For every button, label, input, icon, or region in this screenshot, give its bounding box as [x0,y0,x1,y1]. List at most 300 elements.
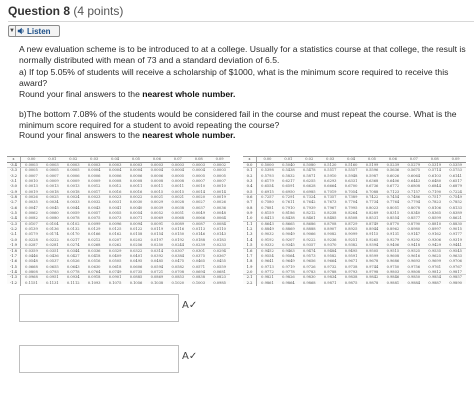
probability-cell: 0.0041 [108,205,122,210]
z-value-cell: 0.6 [243,195,257,200]
z-value-cell: 0.2 [243,174,257,179]
probability-cell: 0.0003 [150,163,164,167]
probability-cell: 0.0139 [25,227,38,232]
probability-cell: 0.9015 [449,227,462,232]
probability-cell: 0.9881 [386,280,400,285]
probability-cell: 0.0015 [171,189,185,194]
probability-cell: 0.0009 [66,179,80,184]
probability-cell: 0.5517 [323,168,337,173]
probability-cell: 0.6480 [428,179,441,184]
probability-cell: 0.0008 [108,179,122,184]
probability-cell: 0.0418 [87,253,101,258]
z-value-cell: 2.0 [243,270,257,274]
probability-cell: 0.0057 [87,211,101,216]
probability-cell: 0.0064 [213,216,226,221]
probability-cell: 0.0016 [129,189,143,194]
probability-cell: 0.8365 [428,211,441,216]
probability-cell: 0.6443 [407,179,421,184]
probability-cell: 0.9162 [428,232,441,237]
probability-cell: 0.0256 [129,243,143,248]
probability-cell: 0.7967 [323,205,337,210]
z-table-header-cell: 0.01 [284,157,293,161]
probability-cell: 0.0099 [87,221,101,226]
probability-cell: 0.0005 [171,173,185,178]
probability-cell: 0.6591 [282,184,295,189]
probability-cell: 0.0005 [25,168,38,173]
probability-cell: 0.0045 [46,205,59,210]
part-b-instruction-text: Round your final answers to the [19,130,140,140]
probability-cell: 0.0202 [129,237,143,242]
probability-cell: 0.7642 [302,200,316,205]
probability-cell: 0.0023 [87,195,101,200]
probability-cell: 0.9854 [428,275,441,280]
probability-cell: 0.0455 [213,259,226,264]
probability-cell: 0.6217 [282,179,295,184]
probability-cell: 0.6985 [302,189,316,194]
probability-cell: 0.9599 [365,253,379,258]
z-value-cell: 1.4 [243,238,257,243]
probability-cell: 0.9484 [323,248,337,253]
z-table-header-cell: 0.02 [305,157,314,161]
chevron-down-icon[interactable]: ▼ [9,28,15,34]
question-title [8,4,123,18]
probability-cell: 0.9406 [386,243,400,248]
probability-cell: 0.9756 [407,264,421,269]
probability-cell: 0.0162 [108,232,122,237]
probability-cell: 0.5160 [344,163,358,167]
probability-cell: 0.8849 [261,227,274,232]
probability-cell: 0.9878 [365,280,379,285]
probability-cell: 0.0043 [87,205,101,210]
answer-input-a[interactable] [19,294,179,322]
probability-cell: 0.6664 [323,184,337,189]
z-table-header-cell: 0.06 [388,157,397,161]
probability-cell: 0.8159 [261,211,274,216]
probability-cell: 0.0113 [192,227,205,232]
probability-cell: 0.7995 [344,205,358,210]
probability-cell: 0.9699 [428,259,441,264]
probability-cell: 0.9838 [344,275,358,280]
spellcheck-icon[interactable]: A✓ [182,300,198,311]
probability-cell: 0.0021 [150,195,164,200]
probability-cell: 0.5871 [302,173,316,178]
probability-cell: 0.7673 [323,200,337,205]
probability-cell: 0.9192 [261,237,274,242]
probability-cell: 0.9788 [323,269,337,274]
probability-cell: 0.9066 [302,232,316,237]
probability-cell: 0.0007 [46,173,59,178]
z-value-cell: 1.7 [243,254,257,259]
probability-cell: 0.9049 [282,232,295,237]
probability-cell: 0.6064 [407,173,421,178]
z-table-header-cell: 0.04 [111,157,120,161]
probability-cell: 0.9099 [344,232,358,237]
probability-cell: 0.0606 [129,264,143,269]
probability-cell: 0.7794 [407,200,421,205]
probability-cell: 0.0244 [171,243,185,248]
probability-cell: 0.9821 [261,275,274,280]
probability-cell: 0.0367 [213,253,226,258]
probability-cell: 0.0012 [108,184,122,189]
probability-cell: 0.8729 [344,221,358,226]
probability-cell: 0.9846 [386,275,400,280]
probability-cell: 0.5199 [365,163,379,167]
probability-cell: 0.6406 [386,179,400,184]
probability-cell: 0.9370 [323,243,337,248]
z-table-row [243,281,466,286]
z-value-cell: -1.8 [7,249,21,254]
z-value-cell: -3.4 [7,163,21,167]
probability-cell: 0.9545 [449,248,462,253]
probability-cell: 0.0104 [46,221,59,226]
probability-cell: 0.0075 [87,216,101,221]
probability-cell: 0.0026 [213,200,226,205]
probability-cell: 0.9664 [323,259,337,264]
probability-cell: 0.0170 [66,232,80,237]
part-a-instruction-bold: nearest whole number. [142,89,236,99]
answer-input-b[interactable] [19,345,179,373]
probability-cell: 0.0336 [87,248,101,253]
probability-cell: 0.1003 [192,280,205,285]
probability-cell: 0.9884 [407,280,421,285]
probability-cell: 0.0262 [108,243,122,248]
probability-cell: 0.0110 [213,227,226,232]
probability-cell: 0.0030 [129,200,143,205]
probability-cell: 0.6628 [302,184,316,189]
z-value-cell: -2.1 [7,232,21,237]
probability-cell: 0.0307 [171,248,185,253]
probability-cell: 0.7734 [365,200,379,205]
probability-cell: 0.9693 [407,259,421,264]
probability-cell: 0.9738 [344,264,358,269]
probability-cell: 0.0004 [150,168,164,173]
probability-cell: 0.5636 [386,168,400,173]
probability-cell: 0.7910 [282,205,295,210]
probability-cell: 0.9803 [386,269,400,274]
probability-cell: 0.0013 [46,184,59,189]
probability-cell: 0.0107 [25,221,38,226]
probability-cell: 0.8554 [386,216,400,221]
probability-cell: 0.1075 [108,280,122,285]
probability-cell: 0.8485 [323,216,337,221]
z-value-cell: 1.8 [243,259,257,264]
probability-cell: 0.7704 [344,200,358,205]
probability-cell: 0.5714 [428,168,441,173]
probability-cell: 0.5438 [282,168,295,173]
probability-cell: 0.5000 [261,163,274,167]
probability-cell: 0.0475 [171,259,185,264]
probability-cell: 0.0023 [108,195,122,200]
probability-cell: 0.0823 [213,275,226,280]
probability-cell: 0.9357 [302,243,316,248]
z-table-negative [7,156,230,284]
probability-cell: 0.0778 [66,269,80,274]
z-table-body [7,163,230,286]
probability-cell: 0.8907 [323,227,337,232]
probability-cell: 0.6517 [449,179,462,184]
probability-cell: 0.0069 [150,216,164,221]
probability-cell: 0.0192 [171,237,185,242]
probability-cell: 0.8621 [449,216,462,221]
probability-cell: 0.0003 [129,163,143,167]
z-value-cell: 1.0 [243,216,257,220]
probability-cell: 0.5948 [344,173,358,178]
probability-cell: 0.0012 [87,184,101,189]
probability-cell: 0.9744 [365,264,379,269]
probability-cell: 0.0048 [213,211,226,216]
probability-cell: 0.0630 [87,264,101,269]
probability-cell: 0.9713 [261,264,274,269]
probability-cell: 0.0021 [171,195,185,200]
probability-cell: 0.0129 [87,227,101,232]
probability-cell: 0.0019 [25,189,38,194]
probability-cell: 0.0505 [108,259,122,264]
probability-cell: 0.9554 [261,253,274,258]
probability-cell: 0.0006 [150,173,164,178]
probability-cell: 0.9515 [386,248,400,253]
probability-cell: 0.9649 [282,259,295,264]
probability-cell: 0.0009 [87,179,101,184]
probability-cell: 0.0078 [66,216,80,221]
z-value-cell: -1.2 [7,281,21,286]
probability-cell: 0.0091 [150,221,164,226]
probability-cell: 0.1020 [171,280,185,285]
probability-cell: 0.0066 [192,216,205,221]
probability-cell: 0.0008 [171,179,185,184]
probability-cell: 0.0885 [129,275,143,280]
probability-cell: 0.9678 [365,259,379,264]
probability-cell: 0.0222 [46,237,59,242]
question-points: (4 points) [73,4,124,18]
probability-cell: 0.0485 [150,259,164,264]
z-table-header-cell: 0.00 [27,157,36,161]
probability-cell: 0.1112 [66,280,80,285]
probability-cell: 0.0003 [46,163,59,167]
z-table-header-cell: 0.01 [48,157,57,161]
probability-cell: 0.0006 [87,173,101,178]
probability-cell: 0.1131 [46,280,59,285]
probability-cell: 0.0004 [171,168,185,173]
probability-cell: 0.9671 [344,259,358,264]
probability-cell: 0.7549 [449,195,462,200]
header-divider [8,21,474,22]
probability-cell: 0.9656 [302,259,316,264]
probability-cell: 0.0084 [213,221,226,226]
probability-cell: 0.0375 [192,253,205,258]
probability-cell: 0.9817 [449,269,462,274]
probability-cell: 0.0125 [108,227,122,232]
probability-cell: 0.8315 [386,211,400,216]
probability-cell: 0.0294 [213,248,226,253]
probability-cell: 0.7357 [323,195,337,200]
probability-cell: 0.9750 [386,264,400,269]
probability-cell: 0.0003 [25,163,38,167]
probability-cell: 0.0018 [66,189,80,194]
probability-cell: 0.9767 [449,264,462,269]
probability-cell: 0.9147 [407,232,421,237]
probability-cell: 0.0436 [46,253,59,258]
probability-cell: 0.0102 [66,221,80,226]
probability-cell: 0.8770 [386,221,400,226]
z-value-cell: 0.9 [243,211,257,216]
probability-cell: 0.8925 [344,227,358,232]
probability-cell: 0.0022 [129,195,143,200]
probability-cell: 0.9582 [323,253,337,258]
z-table-header-cell: 0.05 [131,157,140,161]
z-table-row [7,281,230,286]
z-value-cell: -1.7 [7,254,21,259]
probability-cell: 0.5832 [282,173,295,178]
probability-cell: 0.9292 [407,237,421,242]
probability-cell: 0.0068 [171,216,185,221]
probability-cell: 0.7881 [261,205,274,210]
speaker-icon [16,26,26,36]
listen-button[interactable] [8,25,60,37]
z-value-cell: -2.6 [7,206,21,211]
probability-cell: 0.0869 [150,275,164,280]
probability-cell: 0.0694 [192,269,205,274]
probability-cell: 0.0007 [25,173,38,178]
z-value-cell: -1.6 [7,259,21,264]
probability-cell: 0.0004 [108,168,122,173]
z-value-cell: -3.2 [7,174,21,179]
probability-cell: 0.0005 [192,173,205,178]
spellcheck-icon[interactable]: A✓ [182,351,198,362]
probability-cell: 0.8888 [302,227,316,232]
probability-cell: 0.0571 [192,264,205,269]
z-table-header-cell: 0.04 [347,157,356,161]
z-table-header-cell: 0.08 [194,157,203,161]
probability-cell: 0.0031 [108,200,122,205]
probability-cell: 0.9890 [449,280,462,285]
probability-cell: 0.8944 [365,227,379,232]
probability-cell: 0.6736 [365,184,379,189]
probability-cell: 0.0853 [171,275,185,280]
probability-cell: 0.0250 [150,243,164,248]
probability-cell: 0.9686 [386,259,400,264]
probability-cell: 0.0314 [150,248,164,253]
z-value-cell: 2.2 [243,281,257,286]
probability-cell: 0.0082 [25,216,38,221]
probability-cell: 0.5120 [323,163,337,167]
probability-cell: 0.8413 [261,216,274,221]
probability-cell: 0.5987 [365,173,379,178]
probability-cell: 0.0197 [150,237,164,242]
probability-cell: 0.0009 [46,179,59,184]
z-value-cell: 0.7 [243,200,257,205]
probability-cell: 0.0793 [46,269,59,274]
probability-cell: 0.0150 [171,232,185,237]
probability-cell: 0.0351 [46,248,59,253]
probability-cell: 0.5040 [282,163,295,167]
probability-cell: 0.0039 [150,205,164,210]
z-table-header-cell: 0.08 [430,157,439,161]
probability-cell: 0.0010 [192,184,205,189]
z-value-cell: -3.0 [7,184,21,189]
probability-cell: 0.5596 [365,168,379,173]
z-value-cell: 1.5 [243,243,257,247]
probability-cell: 0.0329 [108,248,122,253]
probability-cell: 0.9719 [282,264,295,269]
z-value-cell: 1.2 [243,227,257,232]
probability-cell: 0.8212 [302,211,316,216]
probability-cell: 0.9394 [365,243,379,248]
listen-label: Listen [27,26,51,36]
probability-cell: 0.0301 [192,248,205,253]
z-value-cell: -1.3 [7,275,21,280]
probability-cell: 0.8997 [428,227,441,232]
probability-cell: 0.0122 [129,227,143,232]
probability-cell: 0.0968 [25,275,38,280]
probability-cell: 0.0322 [129,248,143,253]
probability-cell: 0.9798 [365,269,379,274]
probability-cell: 0.9834 [323,275,337,280]
probability-cell: 0.0344 [66,248,80,253]
probability-cell: 0.0427 [66,253,80,258]
probability-cell: 0.9115 [365,232,379,237]
probability-cell: 0.8051 [386,205,400,210]
probability-cell: 0.0838 [192,275,205,280]
probability-cell: 0.9706 [449,259,462,264]
probability-cell: 0.9608 [386,253,400,258]
probability-cell: 0.8106 [428,205,441,210]
part-a-text: a) If top 5.05% of students will receive a scholarship of $1000, what is the minimum score required to receive this award? [19,67,449,88]
z-value-cell: 0.5 [243,190,257,194]
probability-cell: 0.0401 [129,253,143,258]
probability-cell: 0.0934 [66,275,80,280]
probability-cell: 0.8238 [323,211,337,216]
z-value-cell: -2.9 [7,190,21,194]
probability-cell: 0.0016 [108,189,122,194]
probability-cell: 0.8264 [344,211,358,216]
probability-cell: 0.0013 [25,184,38,189]
probability-cell: 0.0062 [25,211,38,216]
probability-cell: 0.0005 [213,173,226,178]
probability-cell: 0.8289 [365,211,379,216]
probability-cell: 0.9761 [428,264,441,269]
probability-cell: 0.8461 [302,216,316,221]
probability-cell: 0.8599 [428,216,441,221]
probability-cell: 0.8810 [428,221,441,226]
probability-cell: 0.0951 [46,275,59,280]
probability-cell: 0.0212 [87,237,101,242]
probability-cell: 0.1038 [150,280,164,285]
probability-cell: 0.0059 [66,211,80,216]
probability-cell: 0.9207 [282,237,295,242]
probability-cell: 0.9591 [344,253,358,258]
probability-cell: 0.8790 [407,221,421,226]
probability-cell: 0.0034 [46,200,59,205]
probability-cell: 0.0446 [25,253,38,258]
probability-cell: 0.5910 [323,173,337,178]
probability-cell: 0.0026 [25,195,38,200]
z-value-cell: 0.3 [243,179,257,184]
z-table-header-cell: 0.05 [367,157,376,161]
question-intro: A new evaluation scheme is to be introduced to at a college. Usually for a statistics course at that college, the result is normally distributed with mean of 73 and a standard deviation of 6.5. [19,44,466,65]
probability-cell: 0.9236 [323,237,337,242]
probability-cell: 0.6950 [282,189,295,194]
probability-cell: 0.8749 [365,221,379,226]
z-table-header-cell: 0.03 [90,157,99,161]
probability-cell: 0.0003 [108,163,122,167]
probability-cell: 0.0008 [150,179,164,184]
probability-cell: 0.8708 [323,221,337,226]
probability-cell: 0.8389 [449,211,462,216]
question-number: Question 8 [8,4,71,18]
probability-cell: 0.9864 [282,280,295,285]
probability-cell: 0.0014 [213,189,226,194]
probability-cell: 0.9625 [428,253,441,258]
